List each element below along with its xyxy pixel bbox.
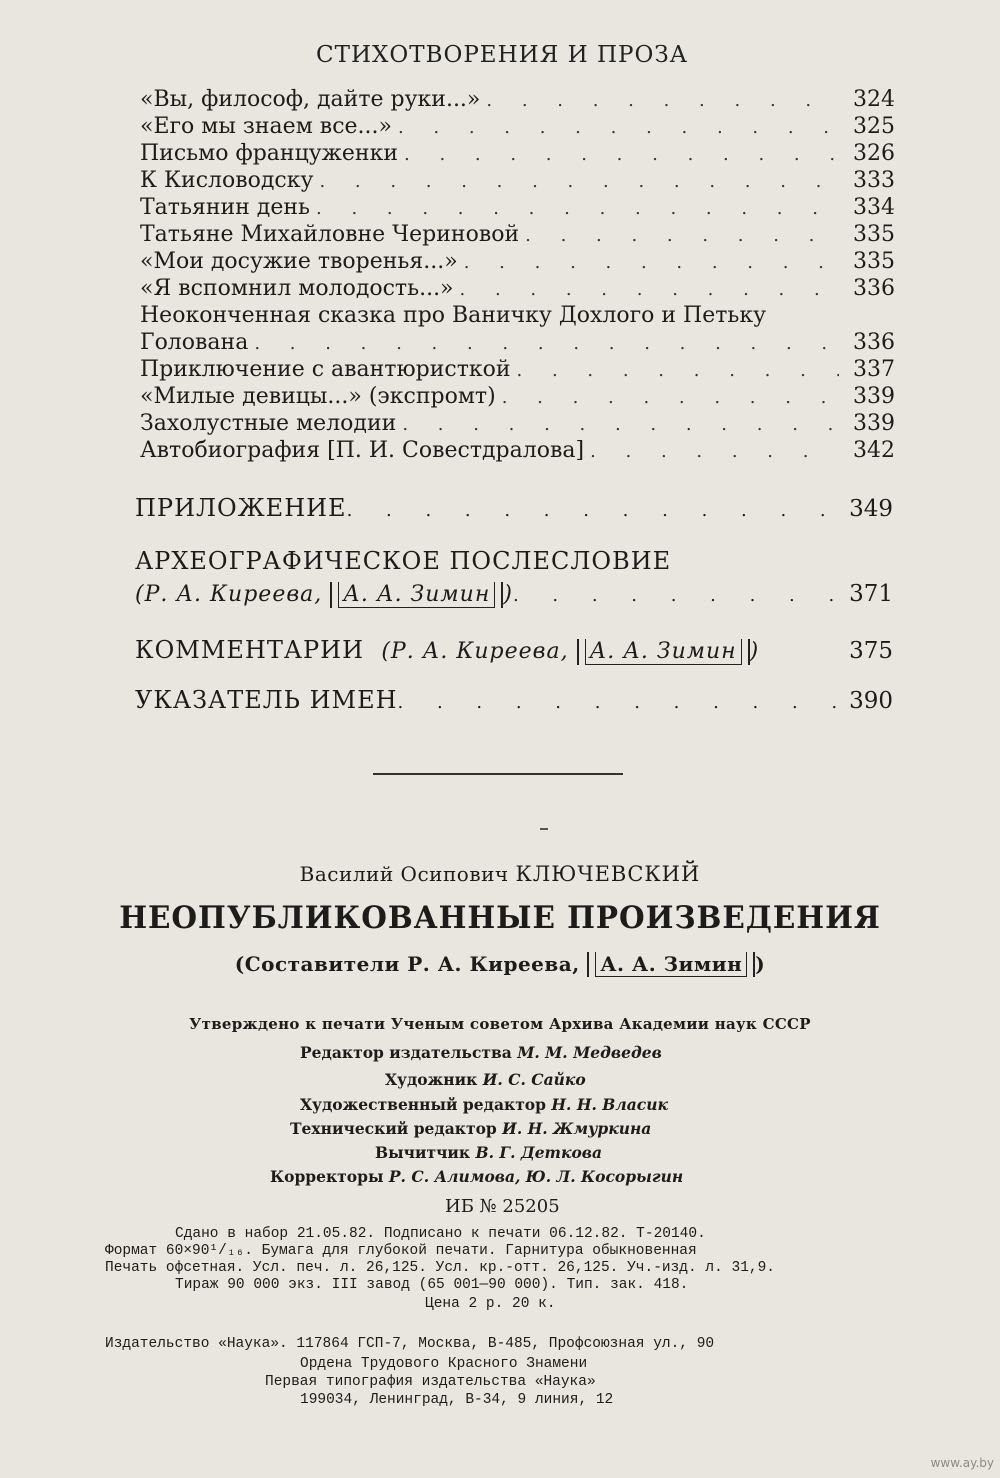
toc-entry-page: 339: [853, 411, 895, 436]
ib-number: ИБ № 25205: [445, 1196, 560, 1217]
afterword-title: АРХЕОГРАФИЧЕСКОЕ ПОСЛЕСЛОВИЕ: [135, 547, 672, 575]
toc-entry-title: «Его мы знаем все...»: [140, 114, 392, 139]
leader-dots: [464, 249, 839, 276]
toc-entry: [140, 221, 895, 248]
comments-title: КОММЕНТАРИИ: [135, 636, 365, 664]
divider: [373, 773, 623, 775]
toc-entry-page: 333: [853, 168, 895, 193]
toc-entry-title: Захолустные мелодии: [140, 411, 397, 436]
toc-entry-title: К Кисловодску: [140, 168, 314, 193]
credit-line: Художник И. С. Сайко: [385, 1070, 586, 1089]
toc-appendix: [135, 494, 893, 522]
comments-page: 375: [849, 638, 893, 664]
toc-entry: [140, 248, 895, 275]
toc-entry-title: «Я вспомнил молодость...»: [140, 276, 454, 301]
leader-dots: [502, 384, 839, 411]
credit-line: Редактор издательства М. М. Медведев: [300, 1043, 662, 1062]
leader-dots: [319, 168, 839, 195]
toc-entry: [140, 302, 895, 329]
toc-entry-page: 335: [853, 222, 895, 247]
tech-line: Печать офсетная. Усл. печ. л. 26,125. Усл. кр.-отт. 26,125. Уч.-изд. л. 31,9.: [105, 1260, 776, 1276]
toc-entry: [140, 410, 895, 437]
toc-entry-page: 336: [853, 276, 895, 301]
watermark: www.ay.by: [930, 1456, 994, 1470]
compiler-boxed: А. А. Зимин: [587, 952, 755, 977]
leader-dots: [402, 411, 839, 438]
toc-afterword: [135, 547, 893, 608]
toc-entry-title: «Мои досужие творенья...»: [140, 249, 458, 274]
index-page: 390: [849, 688, 893, 714]
comments-author-boxed: А. А. Зимин: [577, 639, 750, 665]
section-title: СТИХОТВОРЕНИЯ И ПРОЗА: [316, 42, 689, 68]
toc-entry: [140, 194, 895, 221]
afterword-author-boxed: А. А. Зимин: [330, 582, 503, 608]
leader-dots: [525, 222, 839, 249]
toc-entry-title: Голована: [140, 330, 249, 355]
tech-line: 199034, Ленинград, В-34, 9 линия, 12: [300, 1392, 614, 1408]
toc-entry: [140, 86, 895, 113]
toc-entry-page: 342: [853, 438, 895, 463]
leader-dots: [398, 686, 837, 714]
toc-entry: [140, 329, 895, 356]
toc-entry: [140, 167, 895, 194]
credit-line: Корректоры Р. С. Алимова, Ю. Л. Косорыгин: [270, 1167, 684, 1186]
appendix-page: 349: [849, 496, 893, 522]
tech-line: Формат 60×90¹/₁₆. Бумага для глубокой печати. Гарнитура обыкновенная: [105, 1243, 697, 1259]
compilers: (Составители Р. А. Киреева, А. А. Зимин ): [234, 952, 766, 976]
imprint-author: Василий Осипович КЛЮЧЕВСКИЙ: [299, 862, 701, 886]
toc-entry-title: Приключение с авантюристкой: [140, 357, 511, 382]
divider: [540, 828, 548, 830]
toc-comments: [135, 636, 893, 665]
leader-dots: [404, 141, 839, 168]
leader-dots: [517, 357, 839, 384]
toc-entry-title: Татьяне Михайловне Чериновой: [140, 222, 520, 247]
leader-dots: [347, 494, 837, 522]
toc-entry-page: 326: [853, 141, 895, 166]
toc-entry: [140, 437, 895, 464]
leader-dots: [513, 579, 837, 607]
toc-entry: [140, 275, 895, 302]
leader-dots: [316, 195, 839, 222]
leader-dots: [254, 330, 839, 357]
toc-entry-page: 335: [853, 249, 895, 274]
toc-entry-page: 334: [853, 195, 895, 220]
toc-entry-title: Неоконченная сказка про Ваничку Дохлого и Петьку: [140, 303, 767, 328]
index-title: УКАЗАТЕЛЬ ИМЕН: [135, 686, 398, 714]
leader-dots: [590, 438, 839, 465]
book-title: НЕОПУБЛИКОВАННЫЕ ПРОИЗВЕДЕНИЯ: [119, 900, 881, 936]
credit-line: Художественный редактор Н. Н. Власик: [300, 1095, 668, 1114]
toc-entry-page: 339: [853, 384, 895, 409]
toc-entry-title: «Милые девицы...» (экспромт): [140, 384, 496, 409]
tech-line: Издательство «Наука». 117864 ГСП-7, Москва, В-485, Профсоюзная ул., 90: [105, 1336, 715, 1352]
comments-authors: (Р. А. Киреева, А. А. Зимин ): [381, 639, 760, 664]
afterword-authors: (Р. А. Киреева, А. А. Зимин ): [135, 582, 513, 607]
toc-entry: [140, 383, 895, 410]
leader-dots: [460, 276, 839, 303]
tech-line: Первая типография издательства «Наука»: [265, 1374, 596, 1390]
toc-entry-title: Письмо француженки: [140, 141, 399, 166]
leader-dots: [486, 87, 839, 114]
afterword-page: 371: [849, 581, 893, 607]
credit-line: Вычитчик В. Г. Деткова: [375, 1143, 603, 1162]
toc-entry: [140, 140, 895, 167]
tech-line: Ордена Трудового Красного Знамени: [300, 1356, 588, 1372]
credit-line: Технический редактор И. Н. Жмуркина: [290, 1119, 652, 1138]
toc-entry-page: 337: [853, 357, 895, 382]
toc-entry-page: 324: [853, 87, 895, 112]
toc-entry-page: 336: [853, 330, 895, 355]
tech-line: Сдано в набор 21.05.82. Подписано к печати 06.12.82. Т-20140.: [175, 1226, 706, 1242]
tech-line: Цена 2 р. 20 к.: [425, 1296, 556, 1312]
appendix-title: ПРИЛОЖЕНИЕ: [135, 494, 347, 522]
table-of-contents: [140, 86, 895, 464]
tech-line: Тираж 90 000 экз. III завод (65 001—90 000). Тип. зак. 418.: [175, 1277, 689, 1293]
toc-entry-title: Татьянин день: [140, 195, 311, 220]
toc-entry-title: «Вы, философ, дайте руки...»: [140, 87, 481, 112]
toc-entry: [140, 113, 895, 140]
toc-index: [135, 686, 893, 714]
leader-dots: [398, 114, 839, 141]
toc-entry-page: 325: [853, 114, 895, 139]
toc-entry-title: Автобиография [П. И. Совестдралова]: [140, 438, 585, 463]
approval-note: Утверждено к печати Ученым советом Архива Академии наук СССР: [189, 1015, 811, 1033]
toc-entry: [140, 356, 895, 383]
